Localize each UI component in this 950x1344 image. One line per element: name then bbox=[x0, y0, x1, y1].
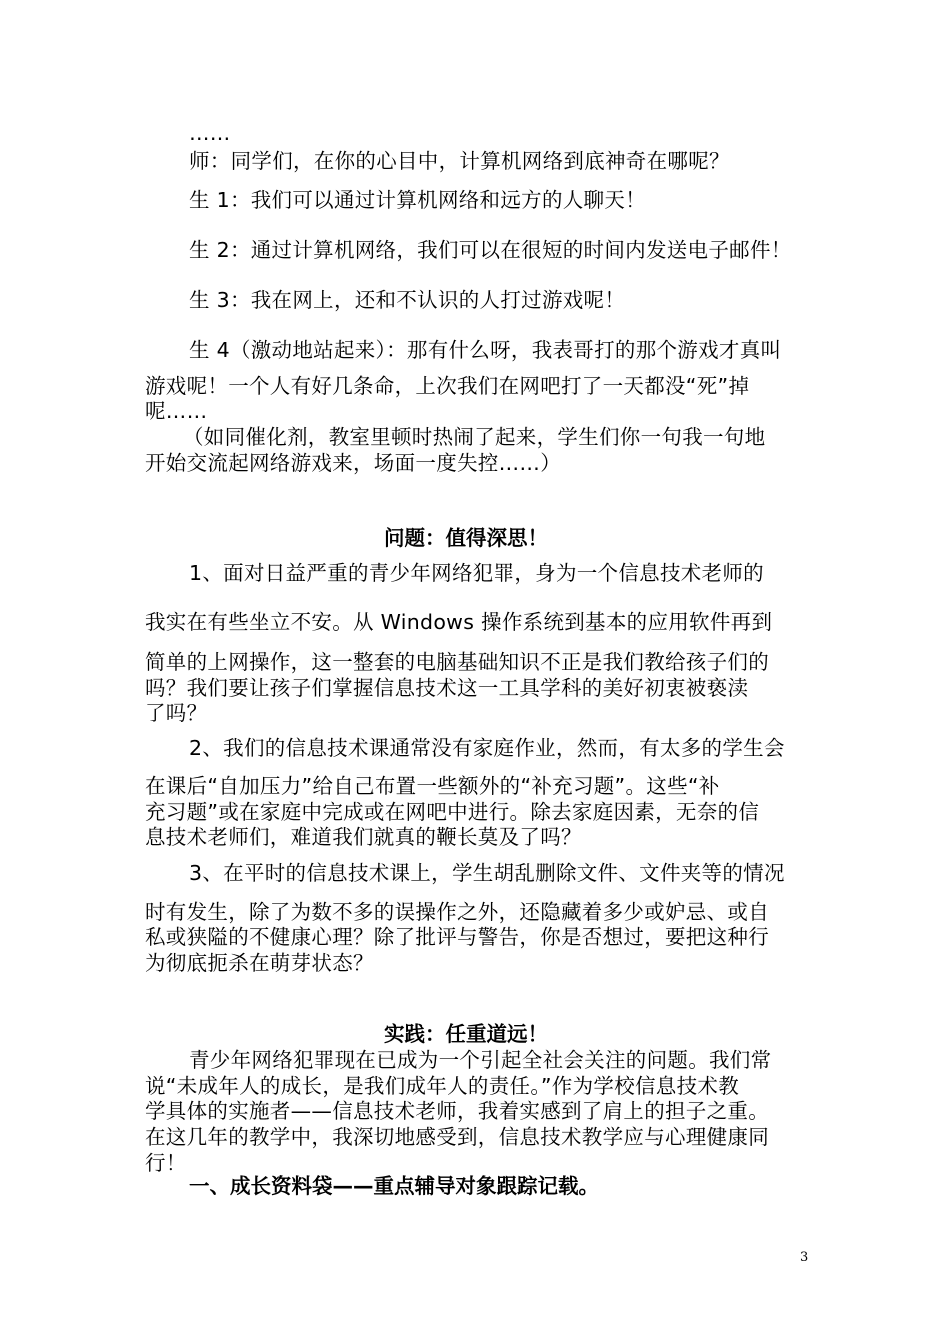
teacher-line: 师：同学们，在你的心目中，计算机网络到底神奇在哪呢？ bbox=[189, 149, 730, 173]
classroom-note-line-1: （如同催化剂，教室里顿时热闹了起来，学生们你一句我一句地 bbox=[183, 425, 766, 449]
problem-1-line-4: 吗？我们要让孩子们掌握信息技术这一工具学科的美好初衷被亵渎 bbox=[145, 676, 749, 700]
problem-2-line-3: 充习题”或在家庭中完成或在网吧中进行。除去家庭因素，无奈的信 bbox=[145, 800, 760, 824]
student-2-line: 生 2：通过计算机网络，我们可以在很短的时间内发送电子邮件！ bbox=[189, 238, 792, 262]
classroom-note-line-2: 开始交流起网络游戏来，场面一度失控……） bbox=[145, 451, 561, 475]
student-4-line-2: 游戏呢！一个人有好几条命，上次我们在网吧打了一天都没“死”掉 bbox=[145, 374, 750, 398]
problem-3-line-3: 私或狭隘的不健康心理？除了批评与警告，你是否想过，要把这种行 bbox=[145, 925, 769, 949]
section-heading-problem: 问题：值得深思！ bbox=[384, 526, 548, 550]
problem-3-line-1: 3、在平时的信息技术课上，学生胡乱删除文件、文件夹等的情况 bbox=[189, 861, 785, 885]
page-number: 3 bbox=[800, 1250, 809, 1265]
student-3-line: 生 3：我在网上，还和不认识的人打过游戏呢！ bbox=[189, 288, 626, 312]
problem-3-line-4: 为彻底扼杀在萌芽状态？ bbox=[145, 951, 374, 975]
practice-line-2: 说“未成年人的成长，是我们成年人的责任。”作为学校信息技术教 bbox=[145, 1074, 739, 1098]
problem-1-line-3: 简单的上网操作，这一整套的电脑基础知识不正是我们教给孩子们的 bbox=[145, 650, 769, 674]
practice-line-5: 行！ bbox=[145, 1151, 187, 1175]
student-1-line: 生 1：我们可以通过计算机网络和远方的人聊天！ bbox=[189, 188, 646, 212]
problem-2-line-1: 2、我们的信息技术课通常没有家庭作业，然而，有太多的学生会 bbox=[189, 736, 785, 760]
practice-line-1: 青少年网络犯罪现在已成为一个引起全社会关注的问题。我们常 bbox=[189, 1048, 772, 1072]
section-heading-practice: 实践：任重道远！ bbox=[384, 1022, 548, 1046]
problem-3-line-2: 时有发生，除了为数不多的误操作之外，还隐藏着多少或妒忌、或自 bbox=[145, 900, 769, 924]
student-4-line-1: 生 4（激动地站起来）：那有什么呀，我表哥打的那个游戏才真叫 bbox=[189, 338, 782, 362]
problem-1-line-5: 了吗？ bbox=[145, 701, 208, 725]
problem-1-line-2: 我实在有些坐立不安。从 Windows 操作系统到基本的应用软件再到 bbox=[145, 610, 773, 634]
problem-1-line-1: 1、面对日益严重的青少年网络犯罪，身为一个信息技术老师的 bbox=[189, 561, 764, 585]
practice-line-3: 学具体的实施者——信息技术老师，我着实感到了肩上的担子之重。 bbox=[145, 1099, 769, 1123]
ellipsis-line: …… bbox=[189, 121, 231, 145]
problem-2-line-2: 在课后“自加压力”给自己布置一些额外的“补充习题”。这些“补 bbox=[145, 774, 720, 798]
subsection-heading-growth-file: 一、成长资料袋——重点辅导对象跟踪记载。 bbox=[189, 1174, 599, 1198]
student-4-line-3: 呢…… bbox=[145, 399, 208, 423]
practice-line-4: 在这几年的教学中，我深切地感受到，信息技术教学应与心理健康同 bbox=[145, 1125, 769, 1149]
problem-2-line-4: 息技术老师们，难道我们就真的鞭长莫及了吗？ bbox=[145, 825, 582, 849]
